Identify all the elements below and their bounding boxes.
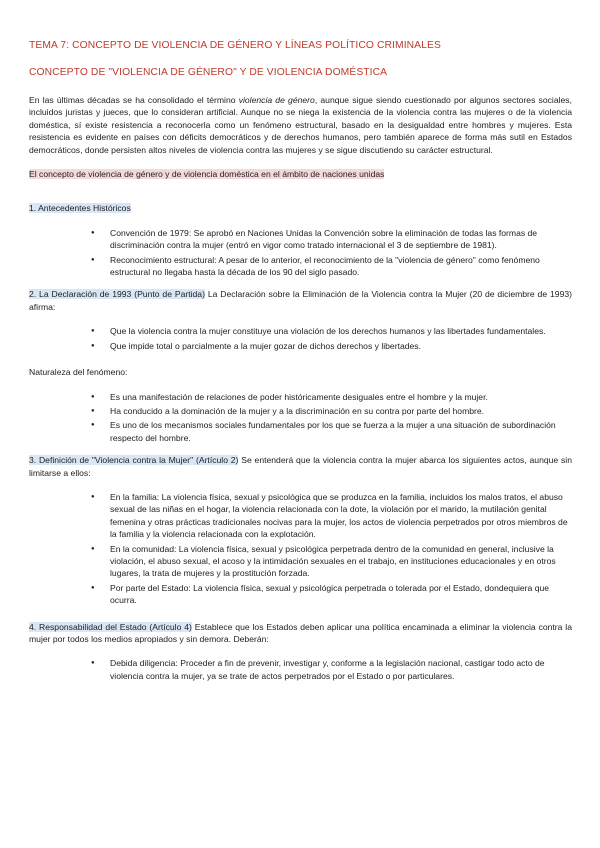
list-item: ● En la comunidad: La violencia física, sexual y psicológica perpetrada dentro de la comunidad en general, inclusive la violación, el abuso sexual, el acoso y la intimidación sexuales en el trabajo, en instituciones educacionales y en otros lugares, la trata de mujeres y la prostitución forzada. xyxy=(110,543,572,580)
list-item: ● En la familia: La violencia física, sexual y psicológica que se produzca en la familia, incluidos los malos tratos, el abuso sexual de las niñas en el hogar, la violencia relacionada con la dote, la violación por el marido, la mutilación genital femenina y otras prácticas tradicionales nocivas para la mujer, los actos de violencia perpetrados por otros miembros de la familia y la violencia relacionada con la explotación. xyxy=(110,491,572,541)
declaracion-text: La Declaración sobre la Eliminación de la Violencia contra la Mujer (20 de diciembre de 1993) afirma: xyxy=(29,289,572,312)
document-subtitle: CONCEPTO DE "VIOLENCIA DE GÉNERO" Y DE VIOLENCIA DOMÉSTICA xyxy=(29,67,388,78)
intro-text-start: En las últimas décadas se ha consolidado el término xyxy=(29,95,239,105)
responsabilidad-paragraph xyxy=(29,621,572,646)
un-heading-paragraph xyxy=(29,168,572,180)
antecedentes-list xyxy=(29,227,572,279)
definicion-list xyxy=(29,491,572,607)
intro-text-end: , aunque sigue siendo cuestionado por algunos sectores sociales, incluidos juristas y jueces, que lo consideran artificial. Aunque no se niega la existencia de la violencia contra las mujeres o de la violencia doméstica, sí existe resistencia a reconocerla como un fenómeno estructural, basado en la desigualdad entre hombres y mujeres. Esta resistencia es evidente en países con déficits democráticos y de derechos humanos, pero también aparece de forma más sutil en Estados democráticos, donde persisten altos niveles de violencia contra las mujeres y se sigue discutiendo su carácter estructural. xyxy=(29,95,572,155)
list-item: ● Convención de 1979: Se aprobó en Naciones Unidas la Convención sobre la eliminación de todas las formas de discriminación contra la mujer (entró en vigor como tratado internacional el 3 de septiembre de 1981). xyxy=(110,227,572,252)
declaracion-paragraph xyxy=(29,288,572,313)
list-item: ● Ha conducido a la dominación de la mujer y a la discriminación en su contra por parte del hombre. xyxy=(110,405,572,417)
list-item: ● Debida diligencia: Proceder a fin de prevenir, investigar y, conforme a la legislación nacional, castigar todo acto de violencia contra la mujer, ya se trate de actos perpetrados por el Estado o por particulares. xyxy=(110,657,572,682)
responsabilidad-text: Establece que los Estados deben aplicar una política encaminada a eliminar la violencia contra la mujer por todos los medios apropiados y sin demora. Deberán: xyxy=(29,621,572,644)
document-title: TEMA 7: CONCEPTO DE VIOLENCIA DE GÉNERO Y LÍNEAS POLÍTICO CRIMINALES xyxy=(29,40,441,51)
responsabilidad-heading: 4. Responsabilidad del Estado (Artículo 4) xyxy=(29,621,192,632)
list-item: ● Que impide total o parcialmente a la mujer gozar de dichos derechos y libertades. xyxy=(110,340,572,352)
naturaleza-list xyxy=(29,391,572,445)
list-item: ● Es uno de los mecanismos sociales fundamentales por los que se fuerza a la mujer a una situación de subordinación respecto del hombre. xyxy=(110,419,572,444)
naturaleza-heading: Naturaleza del fenómeno: xyxy=(29,367,128,378)
definicion-text: Se entenderá que la violencia contra la mujer abarca los siguientes actos, aunque sin limitarse a ellos: xyxy=(29,455,572,478)
list-item: ● Que la violencia contra la mujer constituye una violación de los derechos humanos y las libertades fundamentales. xyxy=(110,325,572,337)
antecedentes-heading: 1. Antecedentes Históricos xyxy=(29,203,131,214)
un-highlight-heading: El concepto de violencia de género y de violencia doméstica en el ámbito de naciones unidas xyxy=(29,169,385,180)
list-item: ● Es una manifestación de relaciones de poder históricamente desiguales entre el hombre y la mujer. xyxy=(110,391,572,403)
declaracion-list xyxy=(29,325,572,352)
declaracion-heading: 2. La Declaración de 1993 (Punto de Partida) xyxy=(29,289,205,300)
responsabilidad-list xyxy=(29,657,572,682)
definicion-heading: 3. Definición de "Violencia contra la Mujer" (Artículo 2) xyxy=(29,455,239,466)
list-item: ● Reconocimiento estructural: A pesar de lo anterior, el reconocimiento de la "violencia de género" como fenómeno estructural no llegaba hasta la década de los 90 del siglo pasado. xyxy=(110,254,572,279)
definicion-paragraph xyxy=(29,454,572,479)
list-item: ● Por parte del Estado: La violencia física, sexual y psicológica perpetrada o tolerada por el Estado, dondequiera que ocurra. xyxy=(110,582,572,607)
antecedentes-heading-paragraph xyxy=(29,202,572,214)
intro-italic-term: violencia de género xyxy=(238,95,315,105)
intro-paragraph xyxy=(29,94,572,156)
